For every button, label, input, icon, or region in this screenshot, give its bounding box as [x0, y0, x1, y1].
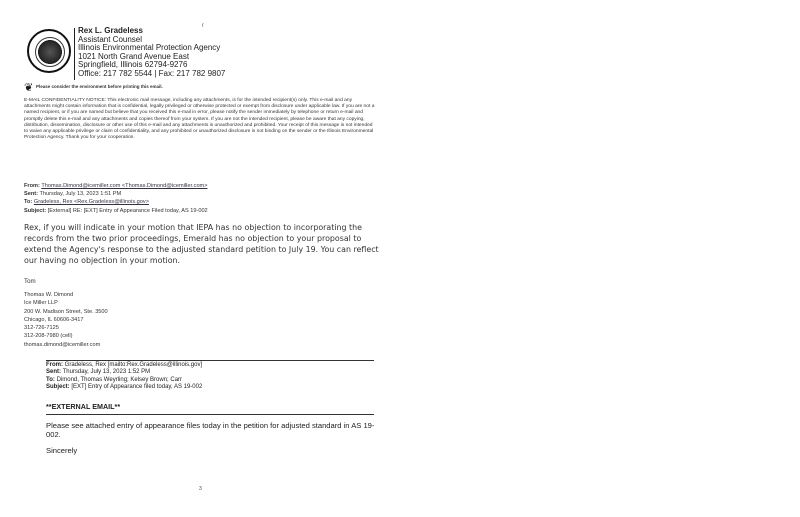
leaf-icon: ❦	[24, 82, 34, 94]
external-rule	[46, 414, 374, 415]
email1-body: Rex, if you will indicate in your motion that IEPA has no objection to incorporating the records from the two prior proceedings, Emerald has no objection to your proposal to extend the Agency's response to the adjusted standard petition to July 19. You can reflect our having no objection in your motion.	[24, 223, 379, 266]
email1-sent-label: Sent:	[24, 191, 38, 198]
page-number: 3	[199, 486, 202, 492]
corner-mark: r	[202, 23, 204, 29]
email2-subject-value: [EXT] Entry of Appearance filed today, AS 19-002	[71, 384, 203, 391]
email1-sent-value: Thursday, July 13, 2023 1:51 PM	[39, 191, 122, 198]
email1-sig-line: 312-726-7125	[24, 325, 59, 332]
signature-block	[78, 27, 225, 79]
email1-from-link[interactable]: Thomas.Dimond@icemiller.com <Thomas.Dimond@icemiller.com>	[41, 183, 208, 189]
email2-from-value[interactable]: Gradeless, Rex [mailto:Rex.Gradeless@illinois.gov]	[64, 362, 203, 368]
email2-to-label: To:	[46, 376, 55, 383]
email1-signature	[24, 291, 108, 349]
email1-signoff: Tom	[24, 278, 36, 285]
email2-subject-label: Subject:	[46, 384, 70, 391]
email2-from-label: From:	[46, 362, 63, 368]
signature-title: Assistant Counsel	[78, 34, 143, 44]
email2-sent-label: Sent:	[46, 369, 61, 376]
signature-phone: Office: 217 782 5544 | Fax: 217 782 9807	[78, 68, 226, 78]
email1-sig-line: Ice Miller LLP	[24, 300, 58, 307]
email2-closing: Sincerely	[46, 446, 78, 455]
email1-sig-line: Thomas W. Dimond	[24, 292, 74, 298]
email1-to-label: To:	[24, 199, 33, 206]
signature-agency: Illinois Environmental Protection Agency	[78, 43, 221, 53]
email1-subject-label: Subject:	[24, 207, 47, 214]
signature-name: Rex L. Gradeless	[78, 26, 143, 35]
email2-header	[46, 362, 202, 392]
signature-divider	[74, 28, 75, 80]
email1-subject-value: [External] RE: [EXT] Entry of Appearance Filed today, AS 19-002	[47, 207, 208, 214]
email2-body: Please see attached entry of appearance files today in the petition for adjusted standard in AS 19-002.	[46, 421, 375, 440]
email1-sig-email-link[interactable]: thomas.dimond@icemiller.com	[24, 341, 101, 348]
header-rule	[46, 360, 374, 361]
external-email-banner: **EXTERNAL EMAIL**	[46, 402, 121, 411]
email2-sent-value: Thursday, July 13, 2023 1:52 PM	[62, 369, 151, 376]
email1-sig-line: 200 W. Madison Street, Ste. 3500	[24, 308, 108, 315]
agency-seal-icon	[27, 29, 71, 73]
email1-sig-line: 312-208-7980 (cell)	[24, 333, 73, 340]
signature-address2: Springfield, Illinois 62794-9276	[78, 60, 188, 70]
email1-header	[24, 182, 208, 215]
confidentiality-notice: E-MAIL CONFIDENTIALITY NOTICE: This electronic mail message, including any attachments, is for the intended recipient(s) only. This e-mail and any attachments might contain information that is confidential, legally privileged or otherwise protected or exempt from disclosure under applicable law. If you are not a named recipient, or if you are named but believe that you received this e-mail in error, please notify the sender immediately by telephone or return e-mail and promptly delete this e-mail and any attachments and copies thereof from your system. If you are not the intended recipient, please be aware that any copying, distribution, dissemination, disclosure or other use of this e-mail and any attachments is unauthorized and prohibited. Your receipt of this message is not intended to waive any applicable privilege or claim of confidentiality, and any prohibited or unauthorized disclosure is not binding on the sender or the Illinois Environmental Protection Agency. Thank you for your cooperation.	[24, 98, 375, 141]
email1-to-link[interactable]: Gradeless, Rex <Rex.Gradeless@illinois.gov>	[33, 199, 149, 206]
print-note: Please consider the environment before printing this email.	[36, 84, 163, 89]
email2-to-value: Dimond, Thomas Weyrling; Kelsey Brown; Carr	[56, 376, 183, 383]
signature-address1: 1021 North Grand Avenue East	[78, 51, 190, 61]
email1-from-label: From:	[24, 183, 40, 189]
email1-sig-line: Chicago, IL 60606-3417	[24, 316, 84, 323]
